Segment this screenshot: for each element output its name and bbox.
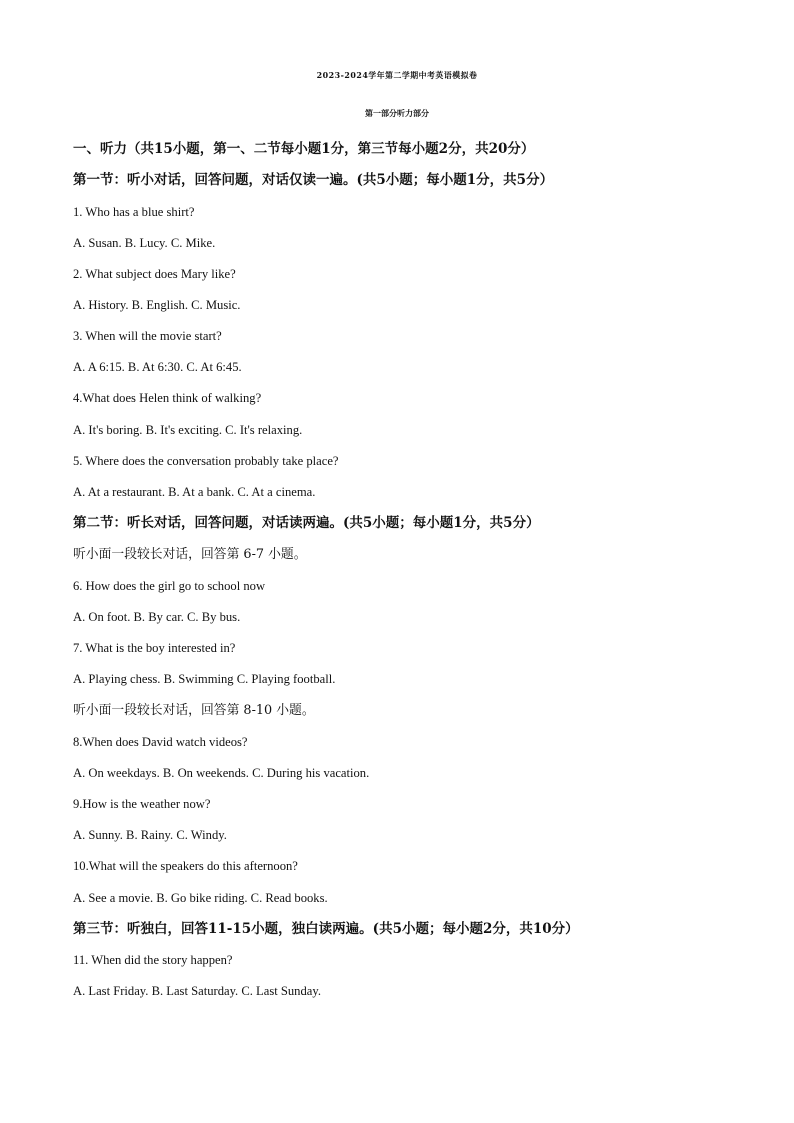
document-title: 2023-2024学年第二学期中考英语模拟卷 [316, 71, 478, 80]
question-line: 9.How is the weather now? [73, 797, 211, 811]
question-line: 4.What does Helen think of walking? [73, 391, 262, 405]
answer-options: A. History. B. English. C. Music. [73, 298, 241, 312]
answer-options: A. At a restaurant. B. At a bank. C. At a cinema. [73, 485, 316, 499]
answer-options: A. Sunny. B. Rainy. C. Windy. [73, 828, 227, 842]
question-line: 5. Where does the conversation probably take place? [73, 454, 339, 468]
answer-options: A. See a movie. B. Go bike riding. C. Read books. [73, 891, 328, 905]
answer-options: A. Playing chess. B. Swimming C. Playing football. [73, 672, 336, 686]
answer-options: A. On foot. B. By car. C. By bus. [73, 610, 241, 624]
answer-options: A. A 6:15. B. At 6:30. C. At 6:45. [73, 360, 242, 374]
question-line: 7. What is the boy interested in? [73, 641, 236, 655]
question-line: 2. What subject does Mary like? [73, 267, 236, 281]
section-heading: 第三节：听独白，回答11-15小题，独白读两遍。(共5小题；每小题2分，共10分） [73, 921, 579, 937]
question-line: 3. When will the movie start? [73, 329, 222, 343]
answer-options: A. It's boring. B. It's exciting. C. It's relaxing. [73, 423, 303, 437]
answer-options: A. Susan. B. Lucy. C. Mike. [73, 236, 216, 250]
section-heading: 第二节：听长对话，回答问题，对话读两遍。(共5小题；每小题1分，共5分） [73, 515, 540, 531]
instruction-line: 听小面一段较长对话，回答第 6-7 小题。 [73, 547, 307, 562]
answer-options: A. Last Friday. B. Last Saturday. C. Last Sunday. [73, 984, 321, 998]
answer-options: A. On weekdays. B. On weekends. C. During his vacation. [73, 766, 370, 780]
section-heading: 第一节：听小对话，回答问题，对话仅读一遍。(共5小题；每小题1分，共5分） [73, 172, 554, 188]
question-line: 6. How does the girl go to school now [73, 579, 266, 593]
section-heading: 一、听力（共15小题，第一、二节每小题1分，第三节每小题2分，共20分） [73, 141, 535, 157]
document-subtitle: 第一部分听力部分 [365, 108, 429, 118]
question-line: 10.What will the speakers do this afternoon? [73, 859, 298, 873]
question-line: 1. Who has a blue shirt? [73, 205, 195, 219]
question-line: 11. When did the story happen? [73, 953, 233, 967]
instruction-line: 听小面一段较长对话，回答第 8-10 小题。 [73, 703, 315, 718]
question-line: 8.When does David watch videos? [73, 735, 248, 749]
